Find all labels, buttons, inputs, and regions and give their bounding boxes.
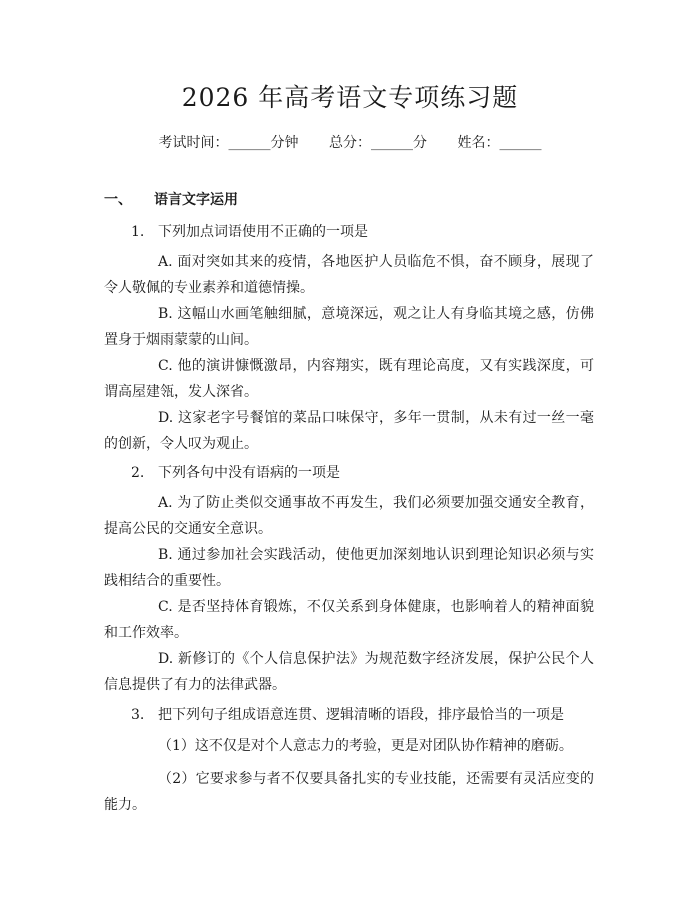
student-name-field: 姓名：______ <box>457 135 542 151</box>
question-3-sentence-1: （1）这不仅是对个人意志力的考验，更是对团队协作精神的磨砺。 <box>158 738 573 754</box>
section-title: 语言文字运用 <box>154 192 238 208</box>
question-2-option-b: B. 通过参加社会实践活动，使他更加深刻地认识到理论知识必须与实践相结合的重要性。 <box>104 547 594 589</box>
exam-time-field: 考试时间：______分钟 <box>158 135 299 151</box>
exam-meta <box>0 133 700 153</box>
question-text: 下列各句中没有语病的一项是 <box>158 465 340 481</box>
section-heading <box>104 190 238 210</box>
question-number: 3. <box>131 707 145 723</box>
question-2-option-c: C. 是否坚持体育锻炼，不仅关系到身体健康，也影响着人的精神面貌和工作效率。 <box>104 599 594 641</box>
question-number: 2. <box>131 465 145 481</box>
question-3-sentence-2: （2）它要求参与者不仅要具备扎实的专业技能，还需要有灵活应变的能力。 <box>104 771 594 813</box>
question-1-option-d: D. 这家老字号餐馆的菜品口味保守，多年一贯制，从未有过一丝一毫的创新，令人叹为观止。 <box>104 410 594 452</box>
question-2-option-d: D. 新修订的《个人信息保护法》为规范数字经济发展，保护公民个人信息提供了有力的法律武器。 <box>104 651 594 693</box>
section-number: 一、 <box>104 192 132 208</box>
question-1-option-b: B. 这幅山水画笔触细腻，意境深远，观之让人有身临其境之感，仿佛置身于烟雨蒙蒙的山间。 <box>104 306 594 348</box>
question-text: 下列加点词语使用不正确的一项是 <box>158 224 368 240</box>
question-text: 把下列句子组成语意连贯、逻辑清晰的语段，排序最恰当的一项是 <box>158 707 564 723</box>
question-1-option-a: A. 面对突如其来的疫情，各地医护人员临危不惧，奋不顾身，展现了令人敬佩的专业素养和道德情操。 <box>104 254 594 296</box>
question-3-stem <box>131 705 564 725</box>
question-number: 1. <box>131 224 145 240</box>
question-1-option-c: C. 他的演讲慷慨激昂，内容翔实，既有理论高度，又有实践深度，可谓高屋建瓴，发人深省。 <box>104 358 594 400</box>
question-2-option-a: A. 为了防止类似交通事故不再发生，我们必须要加强交通安全教育，提高公民的交通安全意识。 <box>104 495 594 537</box>
page-title: 2026 年高考语文专项练习题 <box>181 83 519 112</box>
question-2-stem <box>131 463 340 483</box>
question-1-stem <box>131 222 368 242</box>
total-score-field: 总分：______分 <box>329 135 427 151</box>
